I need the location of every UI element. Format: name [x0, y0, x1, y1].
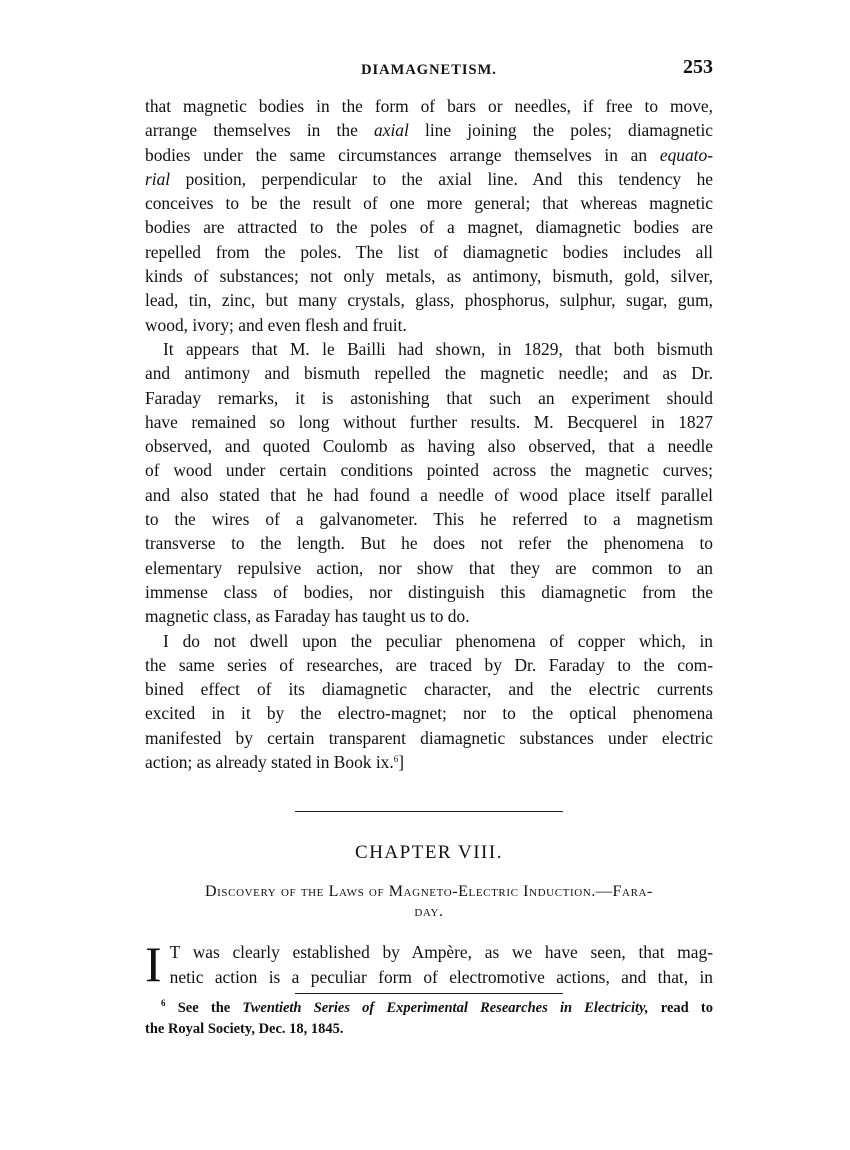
drop-cap: I: [145, 936, 162, 993]
text-line: magnetic class, as Faraday has taught us to do.: [145, 606, 470, 627]
section-title-line: Discovery of the Laws of Magneto-Electric Induction.—Fara-: [205, 883, 653, 901]
footnote-line: the Royal Society, Dec. 18, 1845.: [145, 1020, 344, 1037]
text-line: excited in it by the electro-magnet; nor to the optical phenomena: [145, 703, 713, 724]
footnote-line: $^6$ See the Twentieth Series of Experimental Researches in Electricity, read to: [161, 997, 713, 1016]
footnote-marker: 6: [161, 997, 166, 1008]
book-page: [145, 52, 713, 1040]
page-number: 253: [683, 56, 713, 78]
text-line: that magnetic bodies in the form of bars or needles, if free to move,: [145, 96, 713, 116]
footnote: [145, 998, 713, 1040]
text-line: have remained so long without further results. M. Becquerel in 1827: [145, 411, 713, 432]
text-line: observed, and quoted Coulomb as having also observed, that a needle: [145, 436, 713, 457]
text-line: arrange themselves in the axial line joining the poles; diamagnetic: [145, 120, 713, 141]
text-line: of wood under certain conditions pointed across the magnetic curves;: [145, 460, 713, 481]
text-line: netic action is a peculiar form of electromotive actions, and that, in: [169, 966, 713, 987]
text-line: I do not dwell upon the peculiar phenomena of copper which, in: [163, 630, 713, 651]
text-line: action; as already stated in Book ix.$^6$]: [145, 752, 405, 773]
emphasis-axial: axial: [374, 120, 409, 141]
section-title: [145, 882, 713, 922]
text-line: immense class of bodies, nor distinguish this diamagnetic from the: [145, 581, 713, 602]
text-line: Faraday remarks, it is astonishing that such an experiment should: [145, 387, 713, 408]
text-line: rial position, perpendicular to the axial line. And this tendency he: [145, 168, 713, 189]
text-line: elementary repulsive action, nor show that they are common to an: [145, 557, 713, 578]
paragraph-1: [145, 94, 713, 337]
body-text: [145, 94, 713, 774]
chapter-opening-paragraph: [145, 936, 713, 993]
footnote-title: Twentieth Series of Experimental Researches in Electricity,: [242, 999, 649, 1016]
paragraph-2: [145, 337, 713, 629]
text-line: bodies are attracted to the poles of a magnet, diamagnetic bodies are: [145, 217, 713, 238]
text-line: transverse to the length. But he does not refer the phenomena to: [145, 533, 713, 554]
text-line: T was clearly established by Ampère, as we have seen, that mag-: [169, 942, 713, 963]
chapter-title: CHAPTER VIII.: [355, 842, 503, 864]
running-head: DIAMAGNETISM.: [361, 62, 497, 78]
footnote-reference: 6: [393, 754, 399, 765]
text-line: lead, tin, zinc, but many crystals, glass, phosphorus, sulphur, sugar, gum,: [145, 290, 713, 311]
text-line: kinds of substances; not only metals, as antimony, bismuth, gold, silver,: [145, 266, 713, 287]
text-line: and also stated that he had found a needle of wood place itself parallel: [145, 484, 713, 505]
section-title-line: day.: [414, 903, 444, 921]
section-divider: [295, 811, 563, 812]
emphasis-equatorial-cont: rial: [145, 168, 171, 189]
paragraph-3: [145, 629, 713, 775]
text-line: conceives to be the result of one more general; that whereas magnetic: [145, 193, 713, 214]
text-line: and antimony and bismuth repelled the magnetic needle; and as Dr.: [145, 363, 713, 384]
text-line: bined effect of its diamagnetic character, and the electric currents: [145, 679, 713, 700]
footnote-divider: [295, 993, 563, 994]
text-line: wood, ivory; and even flesh and fruit.: [145, 314, 407, 335]
page-header: [145, 52, 713, 92]
text-line: the same series of researches, are traced by Dr. Faraday to the com-: [145, 654, 713, 675]
text-line: to the wires of a galvanometer. This he referred to a magnetism: [145, 509, 713, 530]
text-line: It appears that M. le Bailli had shown, in 1829, that both bismuth: [163, 338, 713, 359]
text-line: repelled from the poles. The list of diamagnetic bodies includes all: [145, 241, 713, 262]
text-line: bodies under the same circumstances arrange themselves in an equato-: [145, 144, 713, 165]
emphasis-equatorial: equato-: [659, 144, 713, 165]
text-line: manifested by certain transparent diamagnetic substances under electric: [145, 727, 713, 748]
